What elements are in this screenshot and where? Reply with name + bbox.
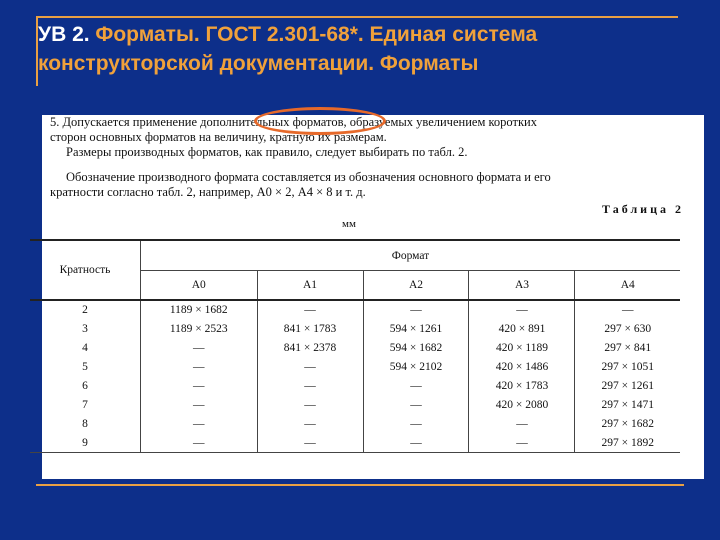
- table-cell: —: [469, 300, 575, 320]
- table-cell: —: [575, 300, 680, 320]
- table-row: [30, 395, 680, 414]
- table-cell: 420 × 891: [469, 320, 575, 339]
- table-cell: 9: [30, 433, 141, 452]
- table-cell: —: [257, 433, 363, 452]
- group-header: Формат: [141, 240, 681, 271]
- table-cell: 6: [82, 380, 88, 392]
- highlight-oval: [254, 107, 386, 135]
- col-header-a4: А4: [575, 271, 680, 301]
- table-cell: 4: [82, 342, 88, 355]
- para1-line2: сторон основных форматов на величину, кратную их размерам.: [50, 130, 387, 144]
- table-cell: —: [257, 395, 363, 414]
- table-cell: —: [141, 339, 258, 358]
- title-main: Форматы. ГОСТ 2.301-68*. Единая система конструкторской документации. Форматы: [38, 23, 538, 75]
- title-prefix: УВ 2.: [38, 23, 90, 46]
- table-row: [30, 414, 680, 433]
- table-row: [30, 339, 680, 358]
- table-cell: —: [363, 414, 469, 433]
- table-cell: —: [363, 300, 469, 320]
- table-row: [30, 377, 680, 396]
- table-cell: 841 × 2378: [257, 339, 363, 358]
- table-cell: —: [257, 377, 363, 396]
- table-cell: 2: [82, 304, 88, 317]
- col-header-a3: А3: [469, 271, 575, 301]
- table-cell: 594 × 2102: [363, 358, 469, 377]
- col-header-a2: А2: [363, 271, 469, 301]
- table-cell: 594 × 1682: [363, 339, 469, 358]
- table-cell: 297 × 630: [575, 320, 680, 339]
- table-cell: —: [469, 414, 575, 433]
- document-scan: [42, 115, 704, 479]
- para3-line1: Обозначение производного формата составляется из обозначения основного формата и его: [66, 170, 551, 184]
- table-cell: 1189 × 1682: [141, 300, 258, 320]
- table-cell: 297 × 1892: [575, 433, 680, 452]
- table-cell: —: [141, 433, 258, 452]
- table-cell: —: [141, 358, 258, 377]
- table-cell: —: [257, 300, 363, 320]
- table-cell: —: [141, 377, 258, 396]
- table-cell: 297 × 841: [575, 339, 680, 358]
- table-row: [30, 358, 680, 377]
- table-cell: —: [363, 395, 469, 414]
- title-frame-top-line: [36, 16, 678, 18]
- table-cell: 420 × 1189: [469, 339, 575, 358]
- table-cell: —: [363, 377, 469, 396]
- table-cell: 1189 × 2523: [141, 320, 258, 339]
- table-cell: —: [141, 395, 258, 414]
- col-header-a0: А0: [141, 271, 258, 301]
- table-cell: —: [257, 358, 363, 377]
- slide-title: [38, 20, 688, 78]
- table-cell: —: [141, 414, 258, 433]
- para1-line1: 5. Допускается применение дополнительных форматов, образуемых увеличением коротких: [50, 115, 537, 129]
- table-cell: 297 × 1471: [575, 395, 680, 414]
- table-cell: —: [363, 433, 469, 452]
- table-row: [30, 320, 680, 339]
- formats-table: [30, 239, 680, 453]
- table-cell: 297 × 1682: [575, 414, 680, 433]
- table-row: [30, 433, 680, 452]
- table-row: [30, 300, 680, 320]
- table-cell: 297 × 1051: [575, 358, 680, 377]
- row-header: Кратность: [30, 240, 141, 300]
- table-cell: 3: [82, 323, 88, 336]
- bottom-divider-line: [36, 484, 684, 486]
- table-cell: —: [469, 433, 575, 452]
- unit-label: мм: [342, 218, 356, 230]
- col-header-a1: А1: [257, 271, 363, 301]
- table-cell: 297 × 1261: [575, 377, 680, 396]
- table-cell: 420 × 1486: [469, 358, 575, 377]
- table-cell: 594 × 1261: [363, 320, 469, 339]
- para2: Размеры производных форматов, как правило, следует выбирать по табл. 2.: [66, 145, 468, 159]
- table-cell: 420 × 1783: [469, 377, 575, 396]
- table-cell: 8: [82, 417, 88, 430]
- para3-line2: кратности согласно табл. 2, например, А0 × 2, А4 × 8 и т. д.: [50, 185, 366, 199]
- table-cell: —: [257, 414, 363, 433]
- table-cell: 7: [82, 398, 88, 411]
- table-cell: 5: [82, 361, 88, 374]
- table-cell: 420 × 2080: [469, 395, 575, 414]
- table-cell: 841 × 1783: [257, 320, 363, 339]
- table-number: Таблица 2: [602, 202, 684, 216]
